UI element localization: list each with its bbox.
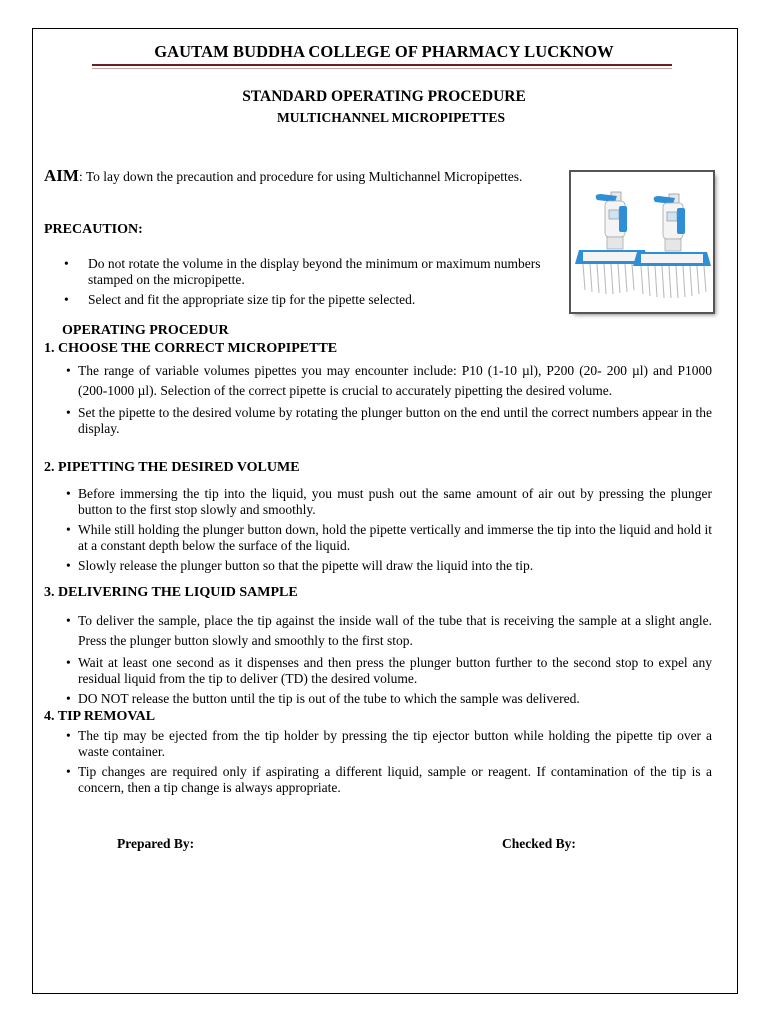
sop-subtitle: MULTICHANNEL MICROPIPETTES: [277, 110, 505, 125]
precaution-item: • Do not rotate the volume in the display beyond the minimum or maximum numbers stamped on the micropipette.: [44, 256, 556, 288]
header-rule: [92, 64, 672, 66]
procedure-item: • The tip may be ejected from the tip holder by pressing the tip ejector button while holding the pipette tip over a waste container.: [64, 728, 712, 760]
procedure-heading: OPERATING PROCEDUR: [62, 323, 229, 338]
prepared-by-label: Prepared By:: [117, 836, 195, 851]
section-list-2: [64, 486, 712, 578]
procedure-item: • The range of variable volumes pipettes you may encounter include: P10 (1-10 µl), P200 (20- 200 µl) and P1000 (200-1000 µl). Selection of the correct pipette is crucial to accurately pipetting the desired volume.: [64, 361, 712, 401]
procedure-item: • Before immersing the tip into the liquid, you must push out the same amount of air out by pressing the plunger button to the first stop slowly and smoothly.: [64, 486, 712, 518]
procedure-item: • DO NOT release the button until the tip is out of the tube to which the sample was delivered.: [64, 691, 712, 707]
aim-label: AIM: [44, 166, 79, 185]
section-list-4: [64, 728, 712, 800]
section-title-2: 2. PIPETTING THE DESIRED VOLUME: [44, 460, 300, 475]
header-rule-thin: [92, 68, 672, 69]
aim-paragraph: [44, 168, 552, 185]
procedure-item: • Tip changes are required only if aspirating a different liquid, sample or reagent. If contamination of the tip is a concern, then a tip change is always appropriate.: [64, 764, 712, 796]
college-name: GAUTAM BUDDHA COLLEGE OF PHARMACY LUCKNOW: [154, 42, 614, 61]
procedure-item: • To deliver the sample, place the tip against the inside wall of the tube that is receiving the sample at a slight angle. Press the plunger button slowly and smoothly to the first stop.: [64, 611, 712, 651]
procedure-item: • Wait at least one second as it dispenses and then press the plunger button further to the second stop to expel any residual liquid from the tip to deliver (TD) the desired volume.: [64, 655, 712, 687]
precaution-item: • Select and fit the appropriate size tip for the pipette selected.: [44, 292, 556, 308]
section-title-1: 1. CHOOSE THE CORRECT MICROPIPETTE: [44, 341, 338, 356]
multichannel-micropipette-icon: [571, 172, 713, 312]
section-list-1: [64, 361, 712, 441]
precaution-list: [44, 256, 556, 312]
checked-by-label: Checked By:: [502, 836, 576, 851]
micropipette-photo: [571, 172, 713, 312]
procedure-item: • Set the pipette to the desired volume by rotating the plunger button on the end until the correct numbers appear in the display.: [64, 405, 712, 437]
aim-text: : To lay down the precaution and procedure for using Multichannel Micropipettes.: [78, 169, 523, 184]
precaution-heading: PRECAUTION:: [44, 222, 143, 237]
procedure-item: • Slowly release the plunger button so that the pipette will draw the liquid into the tip.: [64, 558, 712, 574]
procedure-item: • While still holding the plunger button down, hold the pipette vertically and immerse the tip into the liquid and hold it at a constant depth below the surface of the liquid.: [64, 522, 712, 554]
section-title-4: 4. TIP REMOVAL: [44, 709, 156, 724]
sop-title: STANDARD OPERATING PROCEDURE: [242, 88, 526, 105]
section-title-3: 3. DELIVERING THE LIQUID SAMPLE: [44, 585, 298, 600]
section-list-3: [64, 611, 712, 711]
